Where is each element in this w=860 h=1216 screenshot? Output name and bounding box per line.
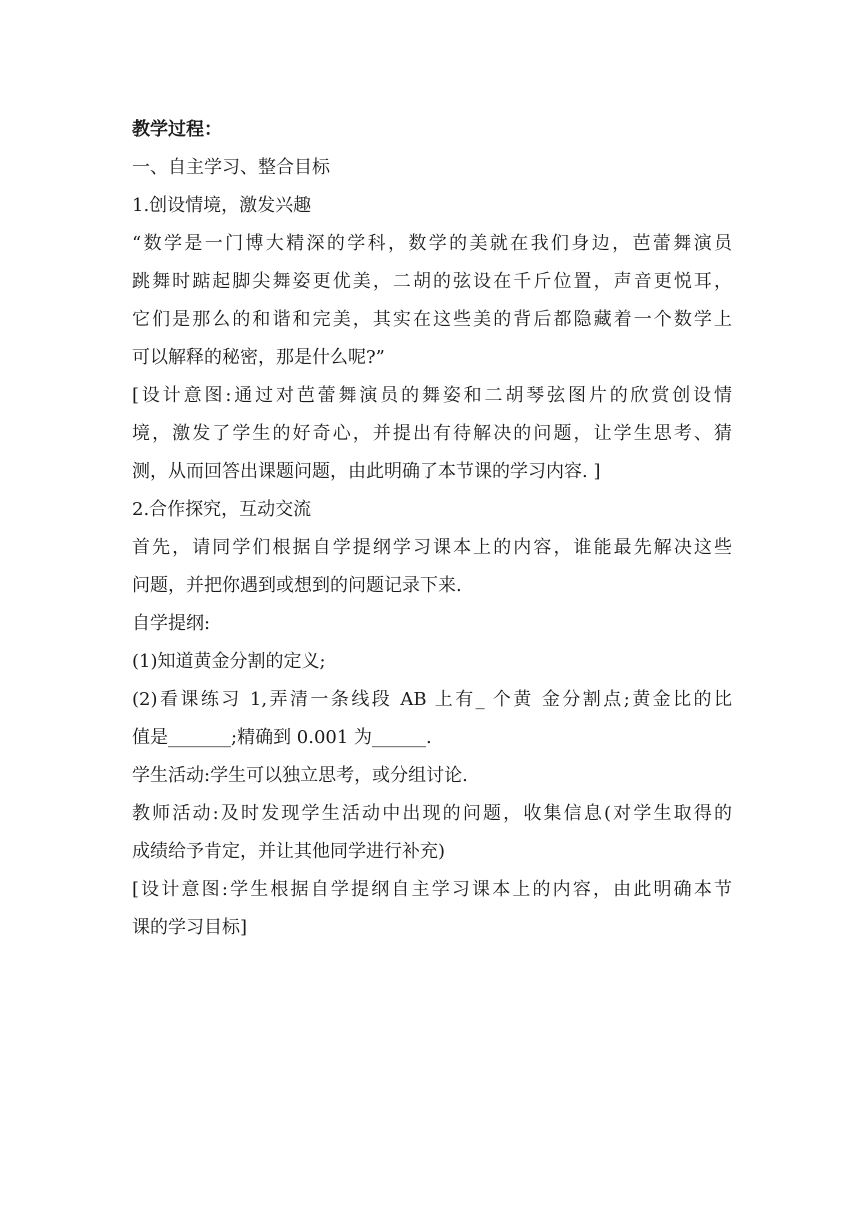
paragraph-line: 首先，请同学们根据自学提纲学习课本上的内容，谁能最先解决这些 — [132, 537, 732, 558]
subsection-title-2: 2.合作探究，互动交流 — [132, 499, 312, 520]
paragraph-line: 成绩给予肯定，并让其他同学进行补充) — [132, 841, 446, 862]
teacher-activity — [132, 795, 732, 871]
paragraph-line: “数学是一门博大精深的学科，数学的美就在我们身边，芭蕾舞演员 — [132, 233, 732, 254]
subsection-title-1: 1.创设情境，激发兴趣 — [132, 195, 312, 216]
design-intent-2 — [132, 871, 732, 947]
paragraph-line: 跳舞时踮起脚尖舞姿更优美，二胡的弦设在千斤位置，声音更悦耳， — [132, 271, 732, 292]
section-title-1: 一、自主学习、整合目标 — [132, 157, 330, 178]
design-intent-1 — [132, 377, 732, 491]
paragraph-line: 课的学习目标] — [132, 917, 248, 938]
quote-paragraph — [132, 225, 732, 377]
intro-paragraph — [132, 529, 732, 605]
paragraph-line: [设计意图:通过对芭蕾舞演员的舞姿和二胡琴弦图片的欣赏创设情 — [132, 385, 732, 406]
outline-item-2 — [132, 681, 732, 757]
paragraph-line: 它们是那么的和谐和完美，其实在这些美的背后都隐藏着一个数学上 — [132, 309, 732, 330]
paragraph-line: 测，从而回答出课题问题，由此明确了本节课的学习内容. ] — [132, 461, 601, 482]
paragraph-line: (2)看课练习 1,弄清一条线段 AB 上有_ 个黄 金分割点;黄金比的比 — [132, 689, 732, 710]
section-heading: 教学过程： — [132, 119, 222, 140]
outline-item-1: (1)知道黄金分割的定义; — [132, 651, 326, 672]
paragraph-line: 境，激发了学生的好奇心，并提出有待解决的问题，让学生思考、猜 — [132, 423, 732, 444]
paragraph-line: 教师活动:及时发现学生活动中出现的问题，收集信息(对学生取得的 — [132, 803, 732, 824]
document-page — [132, 111, 732, 947]
student-activity: 学生活动:学生可以独立思考，或分组讨论. — [132, 765, 468, 786]
paragraph-line: 可以解释的秘密，那是什么呢?” — [132, 347, 385, 368]
paragraph-line: 值是_______;精确到 0.001 为______. — [132, 727, 432, 748]
paragraph-line: 问题，并把你遇到或想到的问题记录下来. — [132, 575, 462, 596]
paragraph-line: [设计意图:学生根据自学提纲自主学习课本上的内容，由此明确本节 — [132, 879, 732, 900]
outline-title: 自学提纲: — [132, 613, 211, 634]
